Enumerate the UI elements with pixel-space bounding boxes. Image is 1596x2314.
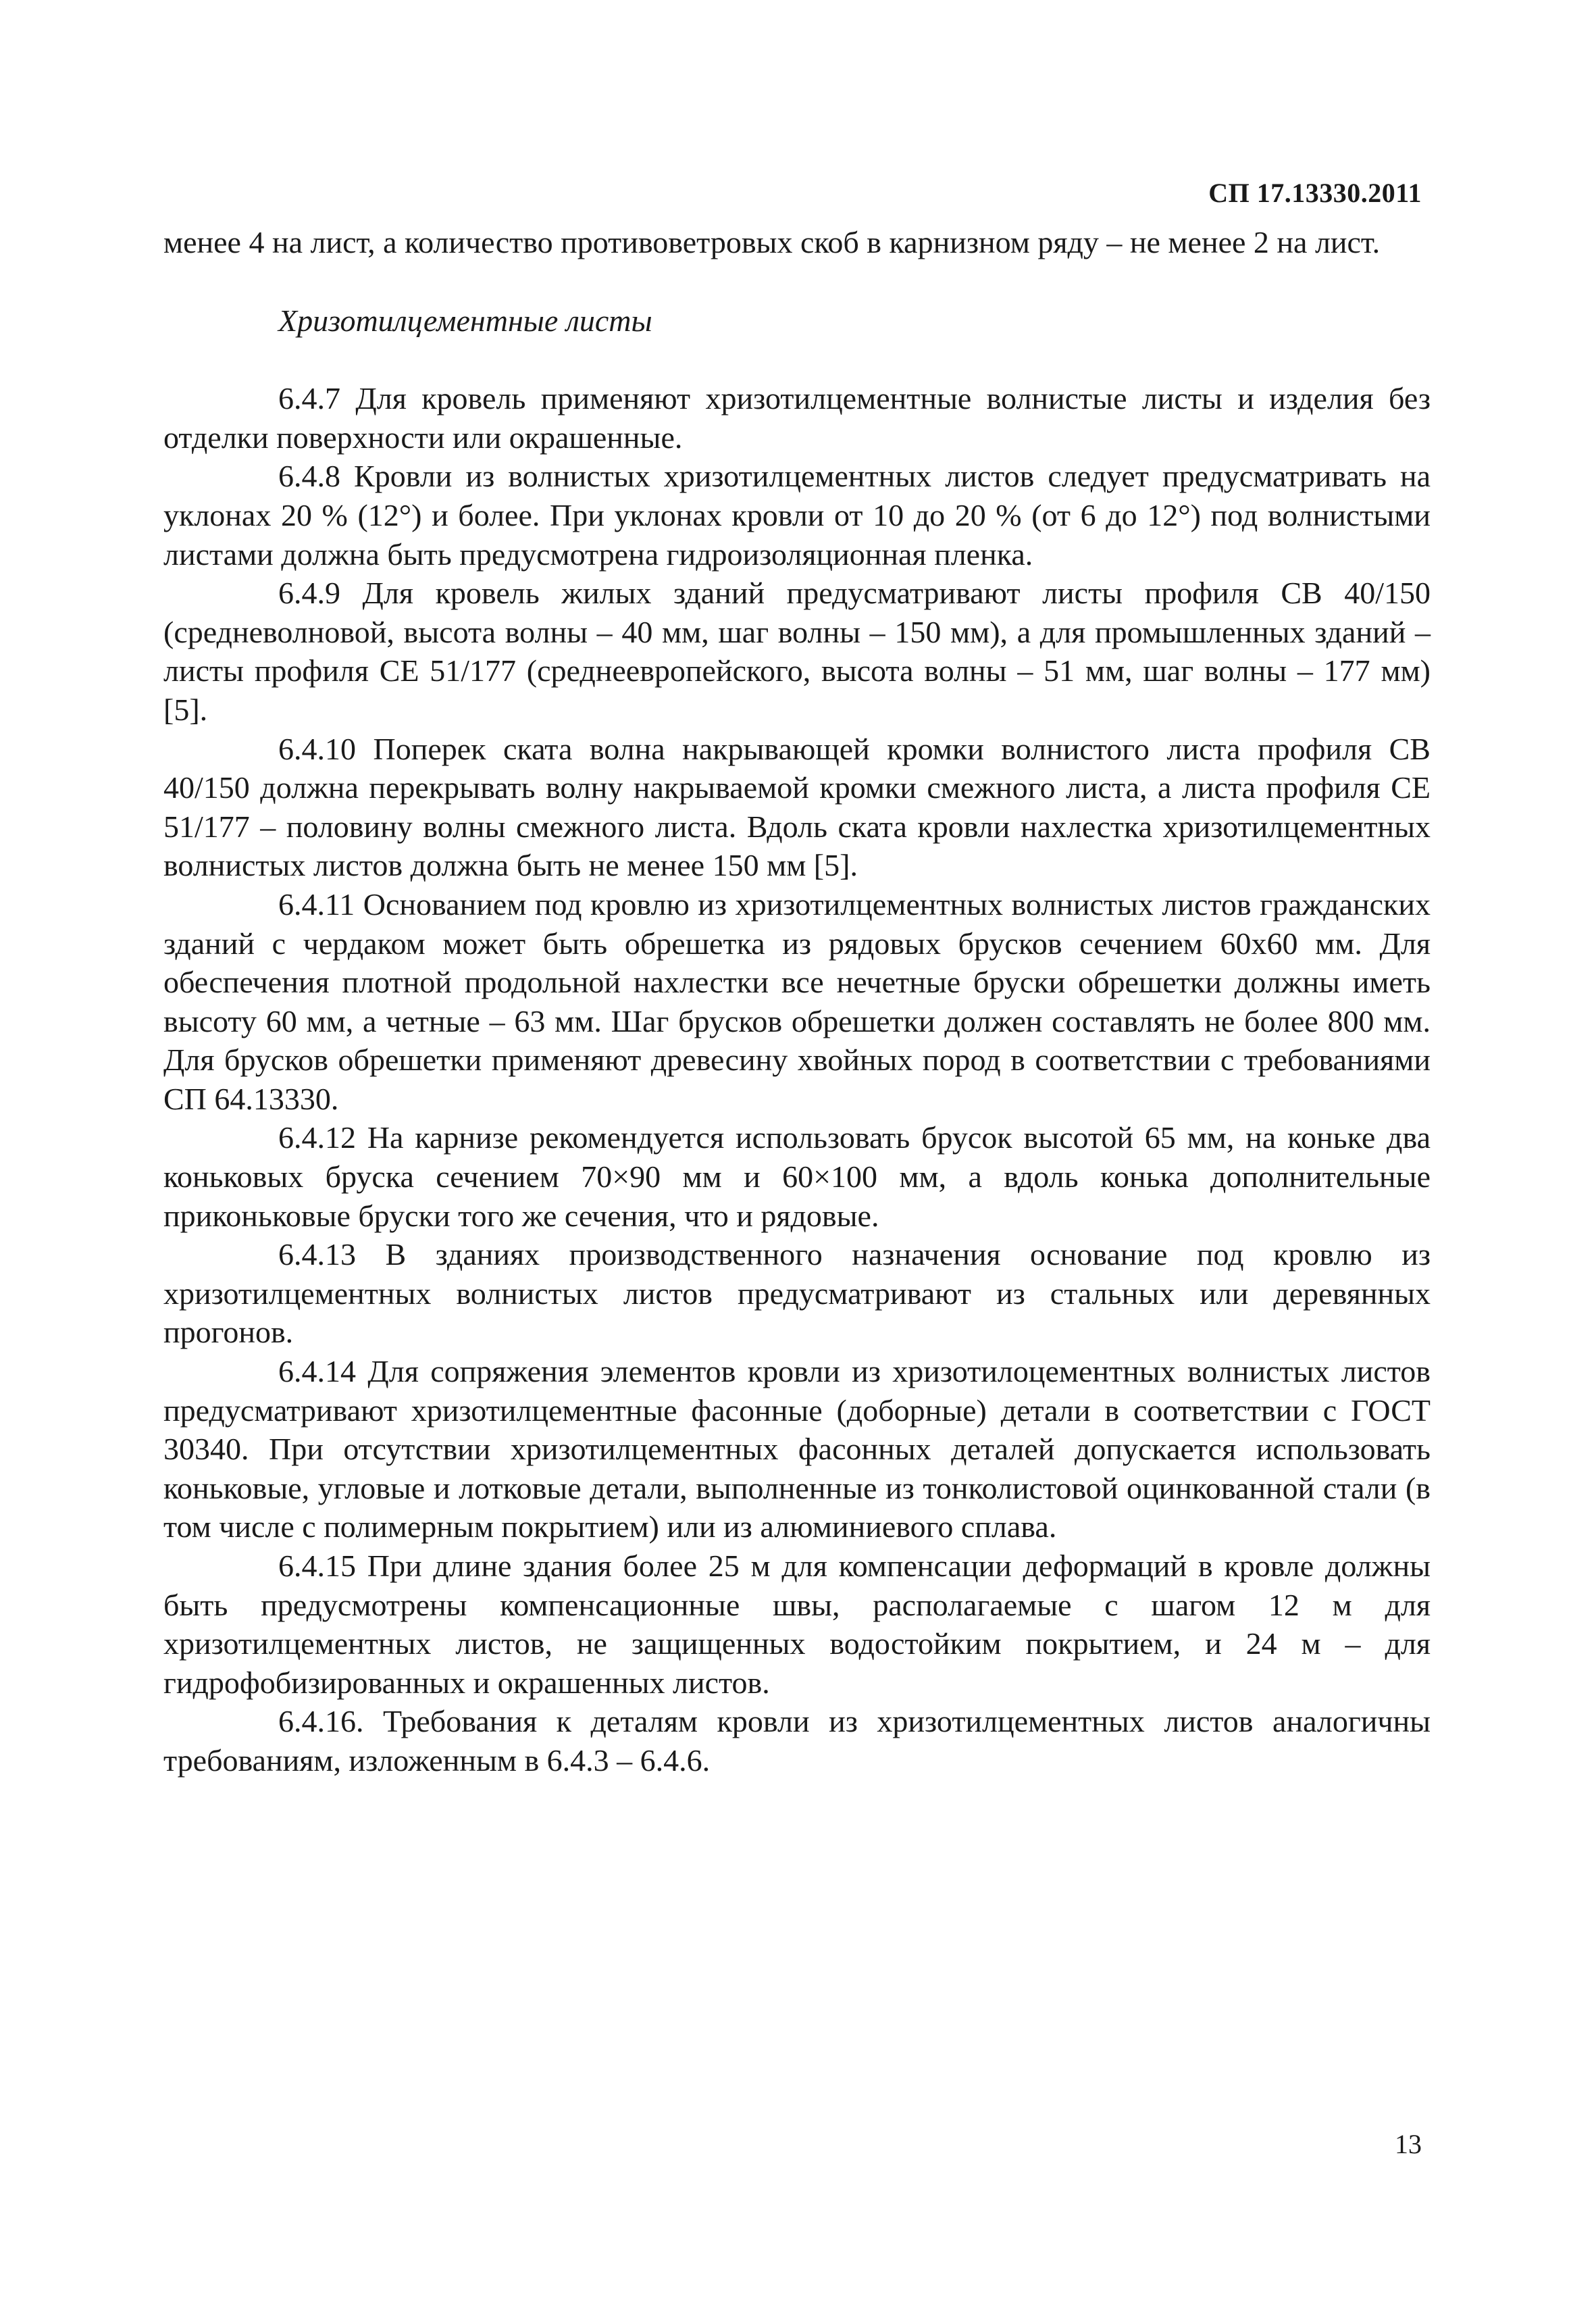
section-title: Хризотилцементные листы (278, 303, 652, 338)
paragraph-6-4-7: 6.4.7 Для кровель применяют хризотилцементные волнистые листы и изделия без отделки поверхности или окрашенные. (163, 381, 1431, 455)
paragraph-6-4-16: 6.4.16. Требования к деталям кровли из хризотилцементных листов аналогичны требованиям, изложенным в 6.4.3 – 6.4.6. (163, 1704, 1431, 1778)
paragraph-6-4-13: 6.4.13 В зданиях производственного назначения основание под кровлю из хризотилцементных волнистых листов предусматривают из стальных или деревянных прогонов. (163, 1237, 1431, 1350)
page-number: 13 (1395, 2129, 1422, 2159)
document-code: СП 17.13330.2011 (1208, 178, 1422, 208)
paragraph-6-4-10: 6.4.10 Поперек ската волна накрывающей кромки волнистого листа профиля СВ 40/150 должна перекрывать волну накрываемой кромки смежного листа, а листа профиля СЕ 51/177 – половину волны смежного листа. Вдоль ската кровли нахлестка хризотилцементных волнистых листов должна быть не менее 150 мм [5]. (163, 731, 1431, 883)
paragraph-6-4-8: 6.4.8 Кровли из волнистых хризотилцементных листов следует предусматривать на уклонах 20 % (12°) и более. При уклонах кровли от 10 до 20 % (от 6 до 12°) под волнистыми листами должна быть предусмотрена гидроизоляционная пленка. (163, 459, 1431, 572)
paragraph-6-4-11: 6.4.11 Основанием под кровлю из хризотилцементных волнистых листов гражданских зданий с чердаком может быть обрешетка из рядовых брусков сечением 60х60 мм. Для обеспечения плотной продольной нахлестки все нечетные бруски обрешетки должны иметь высоту 60 мм, а четные – 63 мм. Шаг брусков обрешетки должен составлять не более 800 мм. Для брусков обрешетки применяют древесину хвойных пород в соответствии с требованиями СП 64.13330. (163, 886, 1431, 1116)
paragraph-6-4-15: 6.4.15 При длине здания более 25 м для компенсации деформаций в кровле должны быть предусмотрены компенсационные швы, располагаемые с шагом 12 м для хризотилцементных листов, не защищенных водостойким покрытием, и 24 м – для гидрофобизированных и окрашенных листов. (163, 1549, 1431, 1700)
document-body (163, 223, 1431, 1780)
paragraph-6-4-14: 6.4.14 Для сопряжения элементов кровли из хризотилоцементных волнистых листов предусматривают хризотилцементные фасонные (доборные) детали в соответствии с ГОСТ 30340. При отсутствии хризотилцементных фасонных деталей допускается использовать коньковые, угловые и лотковые детали, выполненные из тонколистовой оцинкованной стали (в том числе с полимерным покрытием) или из алюминиевого сплава. (163, 1354, 1431, 1544)
continuation-text: менее 4 на лист, а количество противоветровых скоб в карнизном ряду – не менее 2 на лист. (163, 225, 1381, 259)
paragraph-6-4-9: 6.4.9 Для кровель жилых зданий предусматривают листы профиля СВ 40/150 (средневолновой, высота волны – 40 мм, шаг волны – 150 мм), а для промышленных зданий – листы профиля СЕ 51/177 (среднеевропейского, высота волны – 51 мм, шаг волны – 177 мм) [5]. (163, 576, 1431, 727)
paragraph-6-4-12: 6.4.12 На карнизе рекомендуется использовать брусок высотой 65 мм, на коньке два коньковых бруска сечением 70×90 мм и 60×100 мм, а вдоль конька дополнительные приконьковые бруски того же сечения, что и рядовые. (163, 1120, 1431, 1233)
